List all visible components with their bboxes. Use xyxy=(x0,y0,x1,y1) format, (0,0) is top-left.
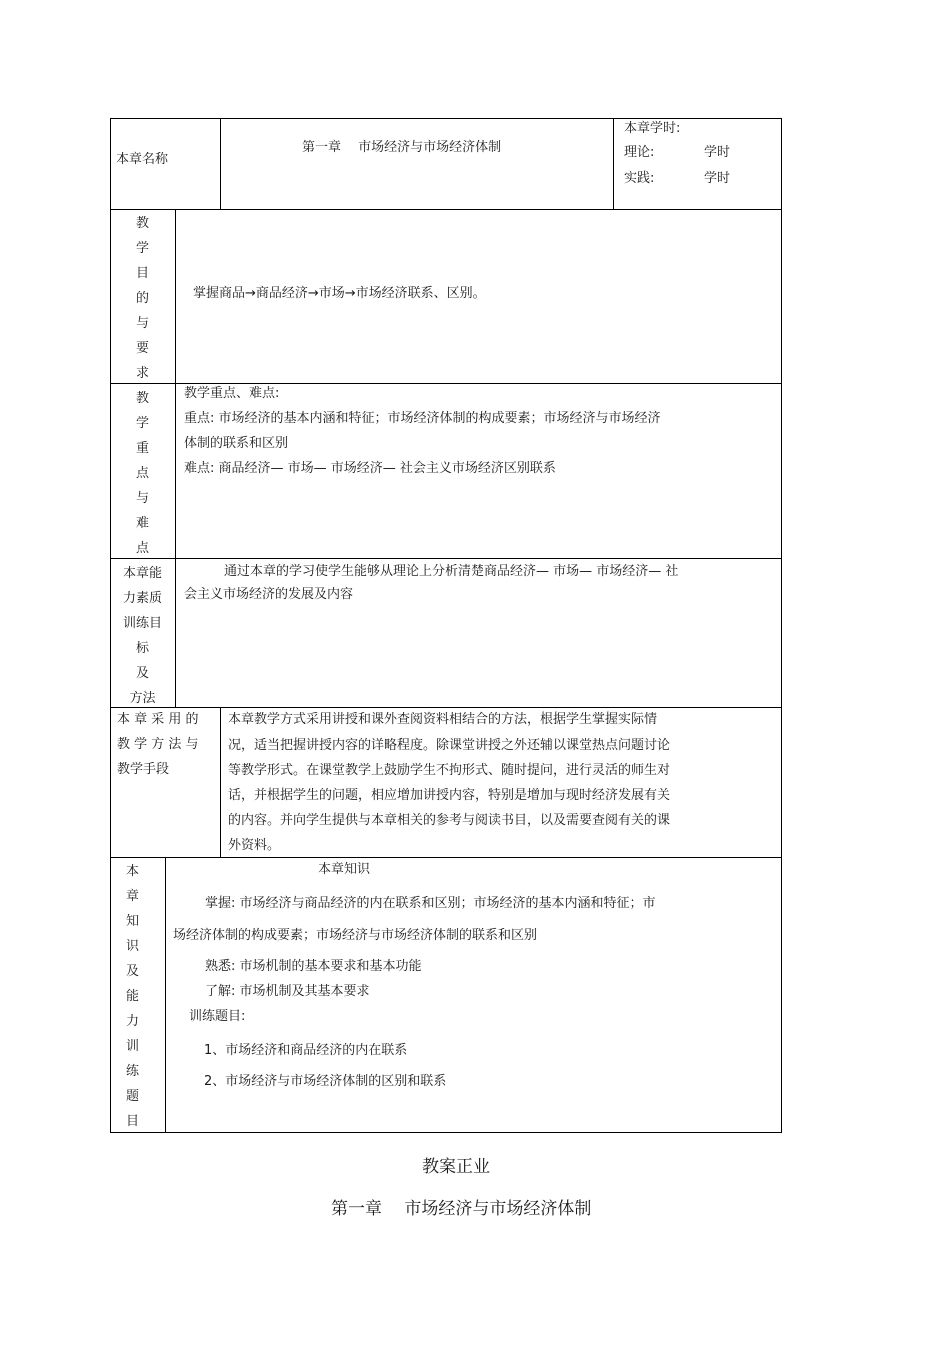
row-divider xyxy=(110,209,782,210)
key-points-line: 重点: 市场经济的基本内涵和特征；市场经济体制的构成要素；市场经济与市场经济 xyxy=(184,411,661,426)
methods-label-line: 本 章 采 用 的 xyxy=(117,712,199,727)
label-char: 教 xyxy=(135,216,149,231)
ability-line: 会主义市场经济的发展及内容 xyxy=(184,587,354,602)
label-char: 点 xyxy=(135,541,149,556)
methods-line: 本章教学方式采用讲授和课外查阅资料相结合的方法，根据学生掌握实际情 xyxy=(228,712,658,727)
theory-label: 理论: xyxy=(624,145,655,160)
row-divider xyxy=(110,558,782,559)
row-divider xyxy=(110,383,782,384)
methods-line: 况，适当把握讲授内容的详略程度。除课堂讲授之外还辅以课堂热点问题讨论 xyxy=(228,738,671,753)
objectives-text: 掌握商品→商品经济→市场→市场经济联系、区别。 xyxy=(193,286,486,301)
key-points-line: 教学重点、难点: xyxy=(184,386,280,401)
key-points-line: 难点: 商品经济— 市场— 市场经济— 社会主义市场经济区别联系 xyxy=(184,461,556,476)
label-char: 识 xyxy=(125,939,139,954)
label-line: 力素质 xyxy=(122,591,162,606)
chapter-name-label: 本章名称 xyxy=(116,152,169,167)
chapter-heading: 第一章 市场经济与市场经济体制 xyxy=(331,1199,592,1219)
label-char: 目 xyxy=(125,1114,139,1129)
methods-line: 的内容。并向学生提供与本章相关的参考与阅读书目，以及需要查阅有关的课 xyxy=(228,813,671,828)
col-divider xyxy=(165,857,166,1133)
label-line: 及 xyxy=(135,666,149,681)
methods-line: 等教学形式。在课堂教学上鼓励学生不拘形式、随时提问，进行灵活的师生对 xyxy=(228,763,671,778)
label-char: 力 xyxy=(125,1014,139,1029)
label-char: 难 xyxy=(135,516,149,531)
ability-line: 通过本章的学习使学生能够从理论上分析清楚商品经济— 市场— 市场经济— 社 xyxy=(224,564,679,579)
label-char: 及 xyxy=(125,964,139,979)
row-divider xyxy=(110,707,782,708)
col-divider xyxy=(220,118,221,209)
label-char: 的 xyxy=(135,291,149,306)
label-line: 标 xyxy=(135,641,149,656)
label-char: 本 xyxy=(125,864,139,879)
label-char: 与 xyxy=(135,491,149,506)
knowledge-label xyxy=(110,859,155,1134)
label-char: 学 xyxy=(135,241,149,256)
row-divider xyxy=(110,857,782,858)
label-char: 重 xyxy=(135,441,149,456)
exercise-item: 2、市场经济与市场经济体制的区别和联系 xyxy=(204,1074,447,1089)
methods-label-line: 教 学 方 法 与 xyxy=(117,737,199,752)
label-char: 能 xyxy=(125,989,139,1004)
label-char: 教 xyxy=(135,391,149,406)
knowledge-master-line: 掌握: 市场经济与商品经济的内在联系和区别；市场经济的基本内涵和特征；市 xyxy=(205,896,656,911)
knowledge-familiar: 熟悉: 市场机制的基本要求和基本功能 xyxy=(205,959,422,974)
label-char: 题 xyxy=(125,1089,139,1104)
methods-line: 外资料。 xyxy=(228,838,281,853)
ability-label xyxy=(110,561,175,711)
label-char: 章 xyxy=(125,889,139,904)
chapter-title-cell: 第一章 市场经济与市场经济体制 xyxy=(302,140,502,155)
key-points-line: 体制的联系和区别 xyxy=(184,436,289,451)
label-char: 点 xyxy=(135,466,149,481)
label-char: 目 xyxy=(135,266,149,281)
exercise-item: 1、市场经济和商品经济的内在联系 xyxy=(204,1043,408,1058)
label-line: 本章能 xyxy=(122,566,162,581)
practice-label: 实践: xyxy=(624,171,655,186)
col-divider xyxy=(220,707,221,857)
key-points-label xyxy=(110,386,175,561)
methods-line: 话，并根据学生的问题，相应增加讲授内容，特别是增加与现时经济发展有关 xyxy=(228,788,671,803)
col-divider xyxy=(613,118,614,209)
label-char: 知 xyxy=(125,914,139,929)
practice-unit: 学时 xyxy=(704,171,731,186)
label-char: 练 xyxy=(125,1064,139,1079)
theory-unit: 学时 xyxy=(704,145,731,160)
col-divider xyxy=(175,209,176,707)
lesson-plan-table xyxy=(110,118,782,1133)
label-char: 求 xyxy=(135,366,149,381)
label-line: 训练目 xyxy=(122,616,162,631)
knowledge-master-line: 场经济体制的构成要素；市场经济与市场经济体制的联系和区别 xyxy=(173,928,538,943)
knowledge-understand: 了解: 市场机制及其基本要求 xyxy=(205,984,370,999)
methods-label-line: 教学手段 xyxy=(117,762,170,777)
exercise-heading: 训练题目: xyxy=(189,1009,246,1024)
hours-label: 本章学时: xyxy=(624,121,681,136)
objectives-label xyxy=(110,211,175,386)
doc-title: 教案正业 xyxy=(422,1157,490,1177)
label-line: 方法 xyxy=(129,691,156,706)
label-char: 要 xyxy=(135,341,149,356)
label-char: 学 xyxy=(135,416,149,431)
knowledge-heading: 本章知识 xyxy=(318,862,371,877)
label-char: 与 xyxy=(135,316,149,331)
label-char: 训 xyxy=(125,1039,139,1054)
